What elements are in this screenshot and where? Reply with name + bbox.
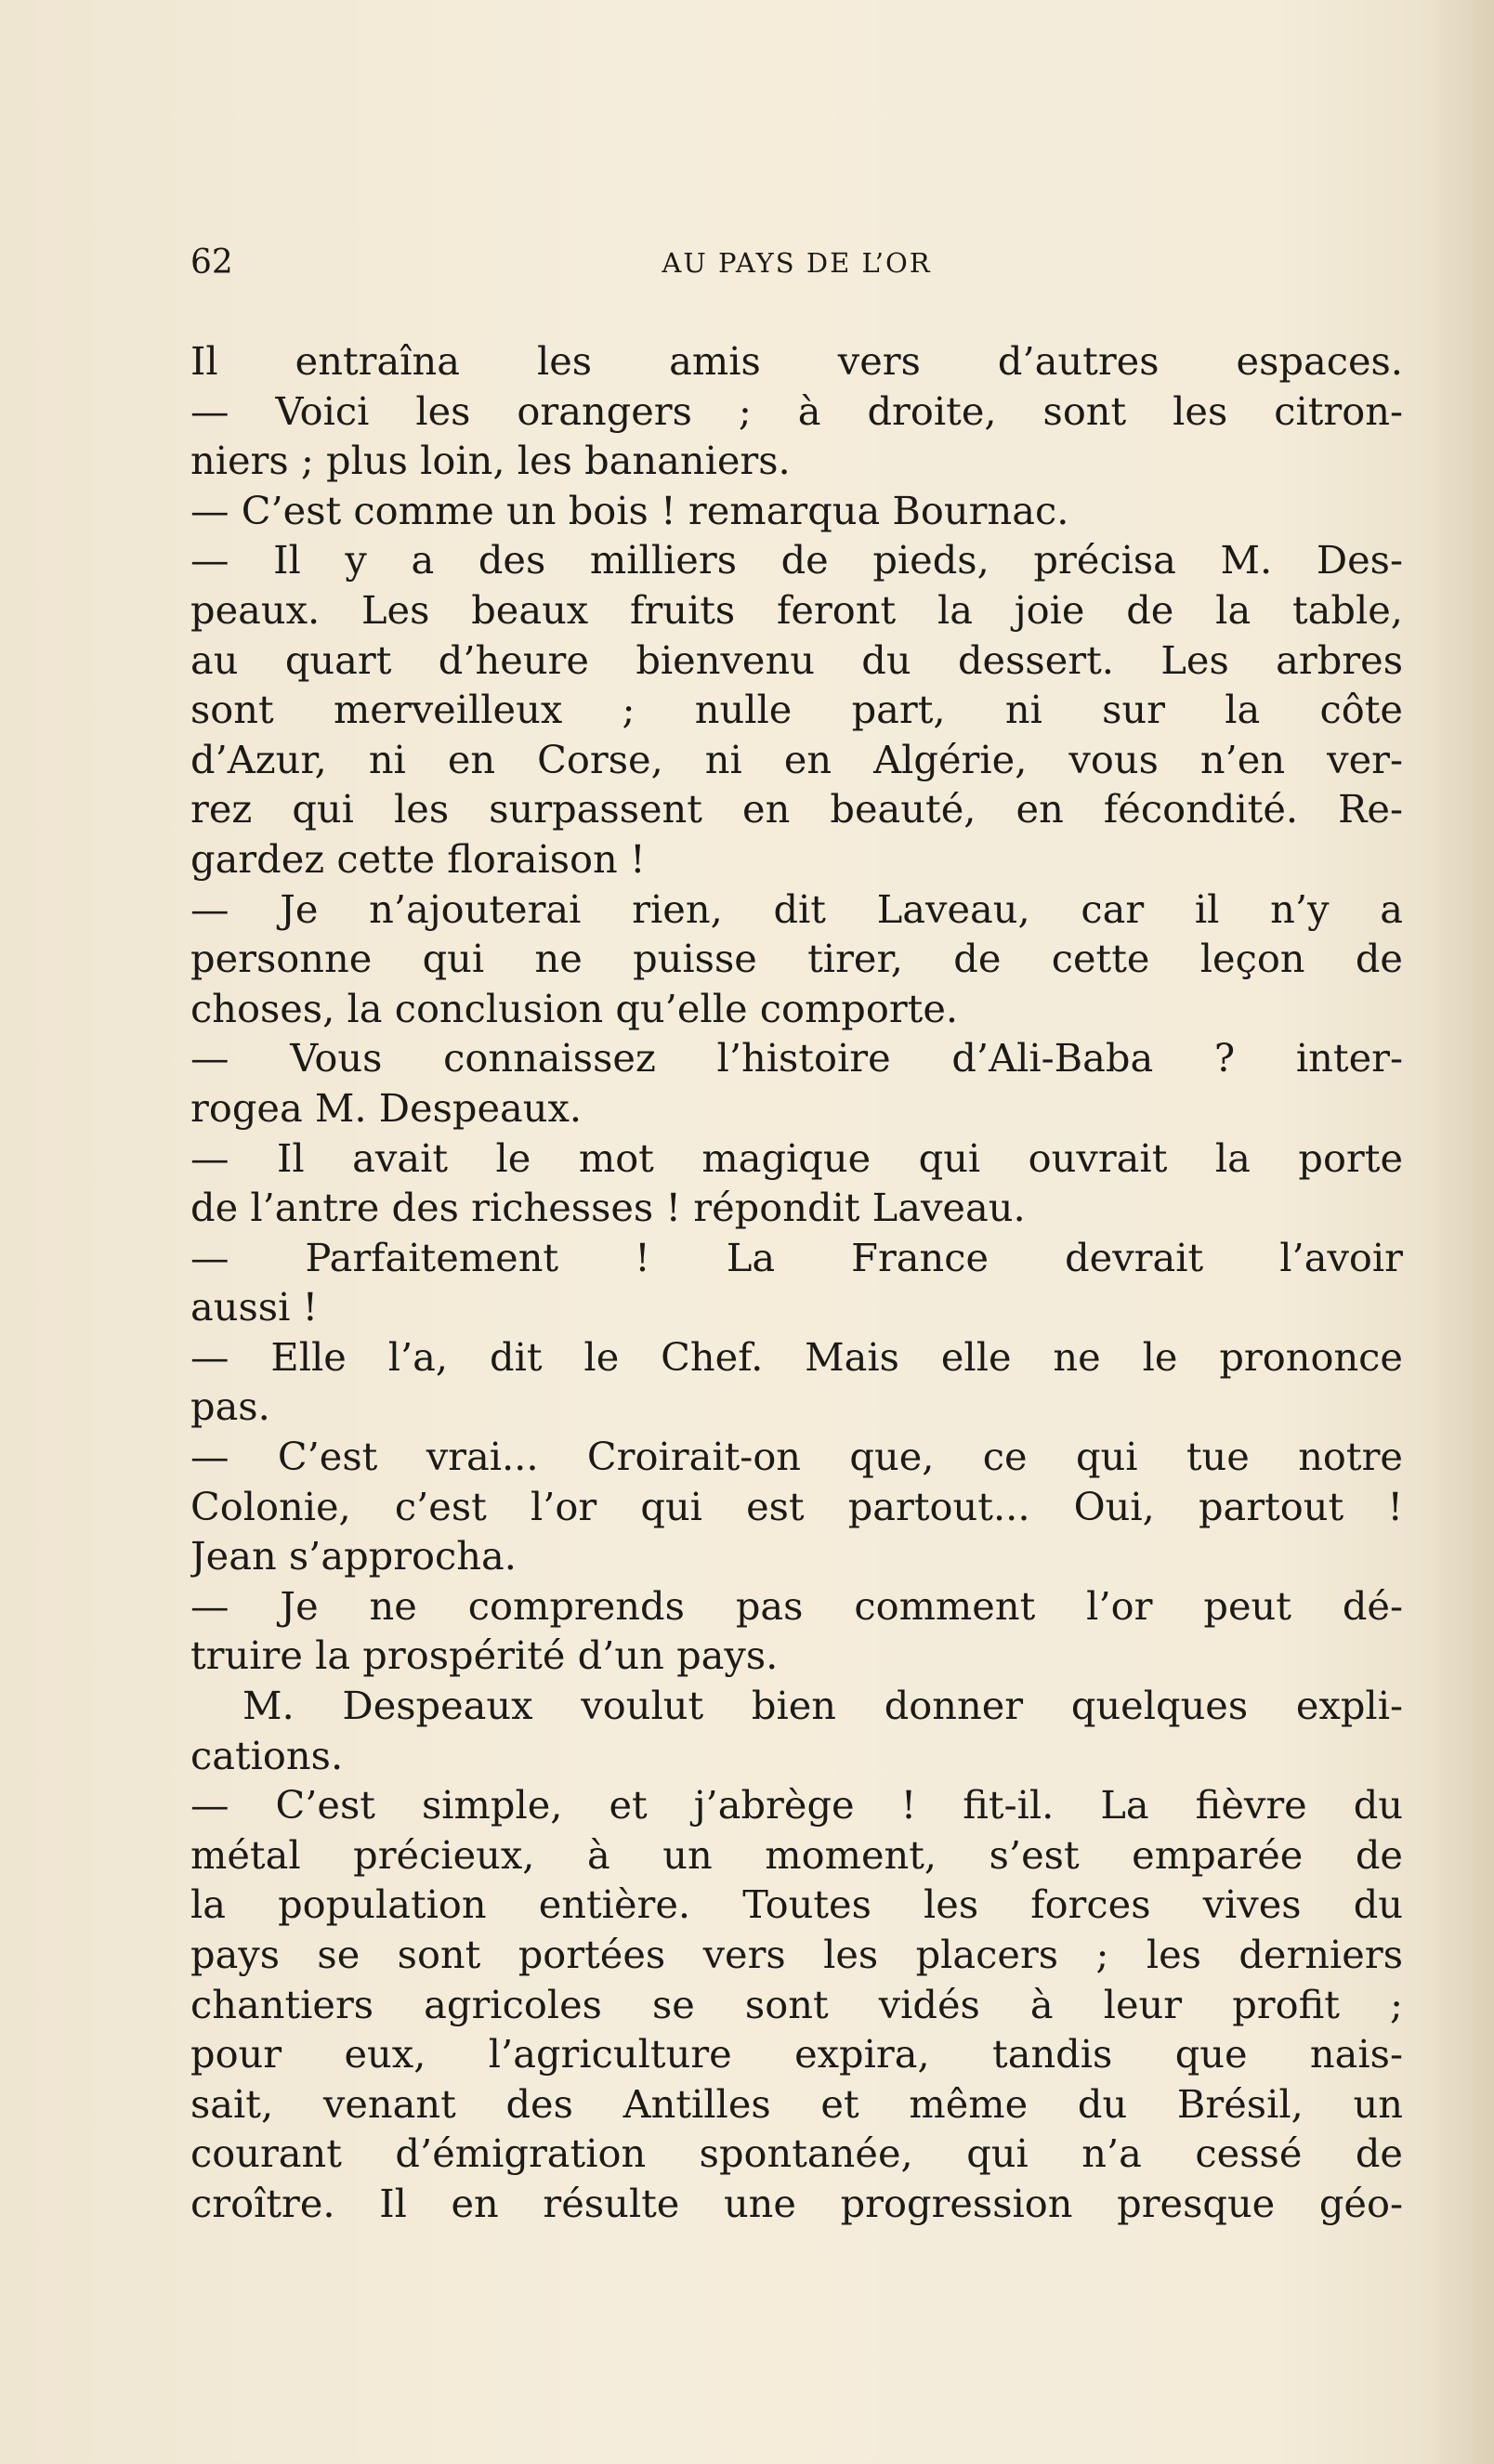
text-line: croître. Il en résulte une progression presque géo-: [190, 2180, 1403, 2226]
text-line: chantiers agricoles se sont vidés à leur profit ;: [190, 1981, 1403, 2027]
text-line: Il entraîna les amis vers d’autres espaces.: [190, 338, 1403, 384]
text-line: — Elle l’a, dit le Chef. Mais elle ne le prononce: [190, 1333, 1403, 1380]
text-line: Colonie, c’est l’or qui est partout... Oui, partout !: [190, 1483, 1403, 1529]
text-line: M. Despeaux voulut bien donner quelques expli-: [242, 1683, 1403, 1729]
text-line: sont merveilleux ; nulle part, ni sur la côte: [190, 687, 1403, 733]
text-line: — Voici les orangers ; à droite, sont les citron-: [190, 387, 1403, 434]
text-line: de l’antre des richesses ! répondit Laveau.: [190, 1185, 1026, 1231]
text-line: — Je ne comprends pas comment l’or peut dé-: [190, 1582, 1403, 1629]
text-line: d’Azur, ni en Corse, ni en Algérie, vous n’en ver-: [190, 736, 1403, 782]
text-line: au quart d’heure bienvenu du dessert. Les arbres: [190, 636, 1403, 683]
page-number: 62: [190, 243, 233, 282]
text-line: cations.: [190, 1732, 344, 1778]
text-line: choses, la conclusion qu’elle comporte.: [190, 985, 959, 1031]
text-line: Jean s’approcha.: [190, 1533, 517, 1579]
text-line: — Je n’ajouterai rien, dit Laveau, car il n’y a: [190, 885, 1403, 932]
text-line: personne qui ne puisse tirer, de cette leçon de: [190, 936, 1403, 982]
text-line: gardez cette floraison !: [190, 835, 646, 882]
text-line: sait, venant des Antilles et même du Brésil, un: [190, 2080, 1403, 2127]
text-line: — Il y a des milliers de pieds, précisa M. Des-: [190, 537, 1403, 583]
text-line: — C’est comme un bois ! remarqua Bournac.: [190, 487, 1069, 533]
text-line: aussi !: [190, 1284, 319, 1330]
text-line: rez qui les surpassent en beauté, en fécondité. Re-: [190, 786, 1403, 832]
text-line: pas.: [190, 1383, 270, 1430]
body-text: [190, 336, 1403, 2229]
text-line: niers ; plus loin, les bananiers.: [190, 438, 791, 484]
text-line: peaux. Les beaux fruits feront la joie de la table,: [190, 586, 1403, 633]
text-line: la population entière. Toutes les forces vives du: [190, 1881, 1403, 1928]
text-line: — C’est simple, et j’abrège ! fit-il. La fièvre du: [190, 1782, 1403, 1828]
text-line: pays se sont portées vers les placers ; les derniers: [190, 1932, 1403, 1977]
page-edge-shading: [1429, 0, 1494, 2464]
text-line: courant d’émigration spontanée, qui n’a cessé de: [190, 2130, 1403, 2177]
text-line: — Vous connaissez l’histoire d’Ali-Baba ? inter-: [190, 1035, 1403, 1081]
text-line: — C’est vrai... Croirait-on que, ce qui tue notre: [190, 1434, 1403, 1480]
text-line: métal précieux, à un moment, s’est emparée de: [190, 1831, 1403, 1878]
text-line: rogea M. Despeaux.: [190, 1084, 583, 1131]
page-header: [190, 240, 1403, 286]
text-line: pour eux, l’agriculture expira, tandis que nais-: [190, 2031, 1403, 2077]
text-line: — Il avait le mot magique qui ouvrait la porte: [190, 1134, 1403, 1181]
text-line: truire la prospérité d’un pays.: [190, 1632, 779, 1679]
running-title: AU PAYS DE L’OR: [662, 247, 932, 279]
text-line: — Parfaitement ! La France devrait l’avoir: [190, 1234, 1403, 1280]
